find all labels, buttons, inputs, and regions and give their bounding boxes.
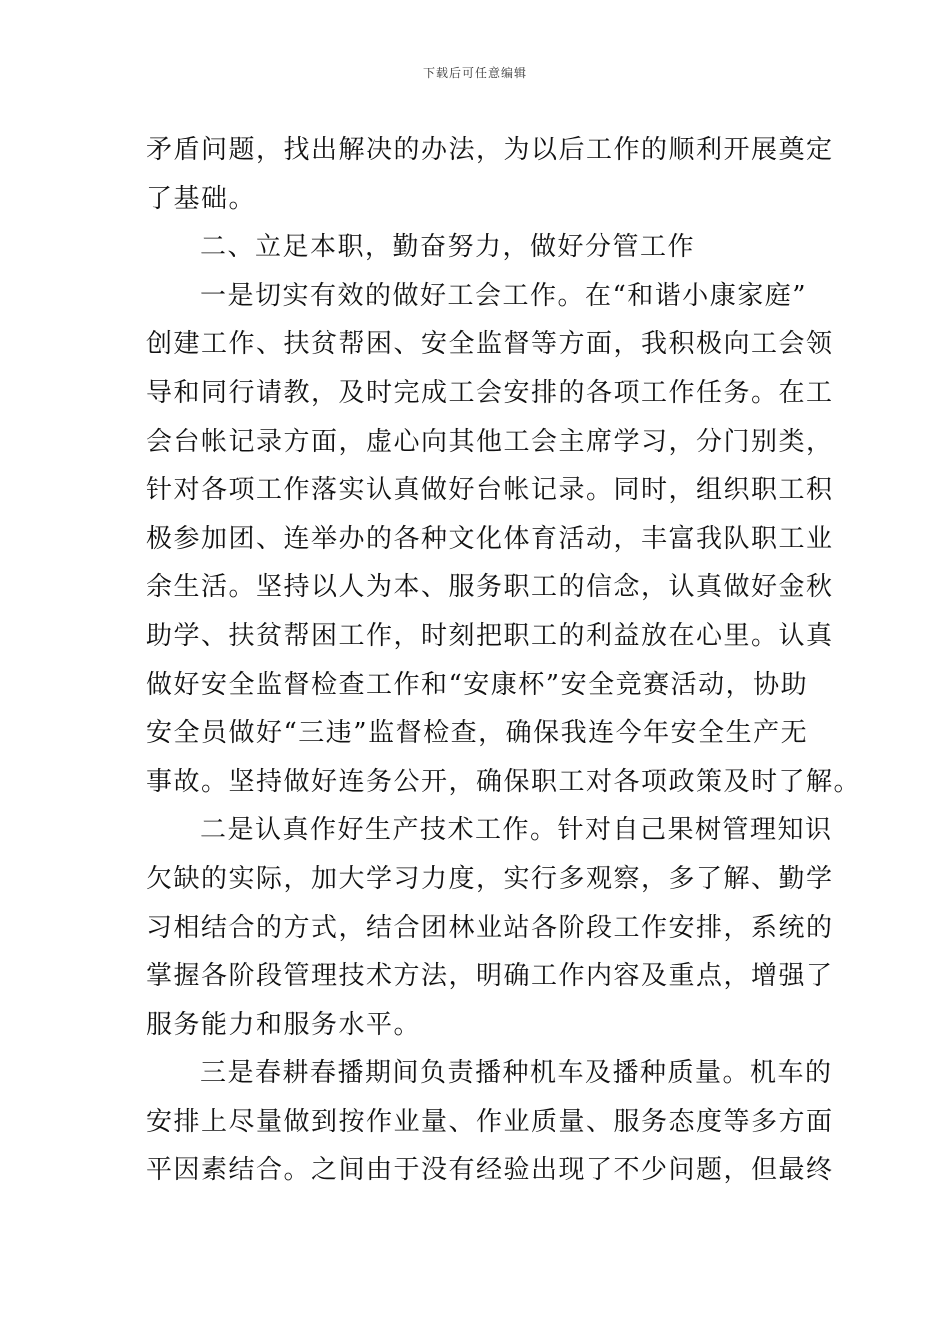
text-line: 余生活。坚持以人为本、服务职工的信念，认真做好金秋 (146, 572, 834, 603)
text-line: 二、立足本职，勤奋努力，做好分管工作 (200, 232, 696, 263)
text-line: 针对各项工作落实认真做好台帐记录。同时，组织职工积 (146, 475, 834, 506)
page-header: 下载后可任意编辑 (422, 66, 527, 80)
text-line: 平因素结合。之间由于没有经验出现了不少问题，但最终 (146, 1155, 834, 1186)
text-line: 三是春耕春播期间负责播种机车及播种质量。机车的 (200, 1058, 833, 1089)
text-line: 安排上尽量做到按作业量、作业质量、服务态度等多方面 (146, 1106, 834, 1137)
body-text (146, 126, 862, 1195)
text-line: 助学、扶贫帮困工作，时刻把职工的利益放在心里。认真 (146, 620, 834, 651)
text-line: 创建工作、扶贫帮困、安全监督等方面，我积极向工会领 (146, 329, 834, 360)
text-line: 了基础。 (146, 183, 257, 214)
text-line: 矛盾问题，找出解决的办法，为以后工作的顺利开展奠定 (146, 135, 834, 165)
text-line: 二是认真作好生产技术工作。针对自己果树管理知识 (200, 815, 833, 846)
text-line: 服务能力和服务水平。 (146, 1009, 422, 1040)
text-line: 会台帐记录方面，虚心向其他工会主席学习，分门别类， (146, 426, 834, 457)
text-line: 做好安全监督检查工作和“安康杯”安全竞赛活动，协助 (146, 669, 809, 700)
text-line: 习相结合的方式，结合团林业站各阶段工作安排，系统的 (146, 912, 834, 943)
text-line: 欠缺的实际，加大学习力度，实行多观察，多了解、勤学 (146, 863, 834, 894)
text-line: 导和同行请教，及时完成工会安排的各项工作任务。在工 (146, 377, 834, 408)
text-line: 安全员做好“三违”监督检查，确保我连今年安全生产无 (146, 718, 809, 749)
text-line: 事故。坚持做好连务公开，确保职工对各项政策及时了解。 (146, 766, 862, 797)
text-line: 掌握各阶段管理技术方法，明确工作内容及重点，增强了 (146, 961, 834, 992)
text-line: 极参加团、连举办的各种文化体育活动，丰富我队职工业 (146, 523, 834, 554)
text-line: 一是切实有效的做好工会工作。在“和谐小康家庭” (200, 280, 808, 311)
